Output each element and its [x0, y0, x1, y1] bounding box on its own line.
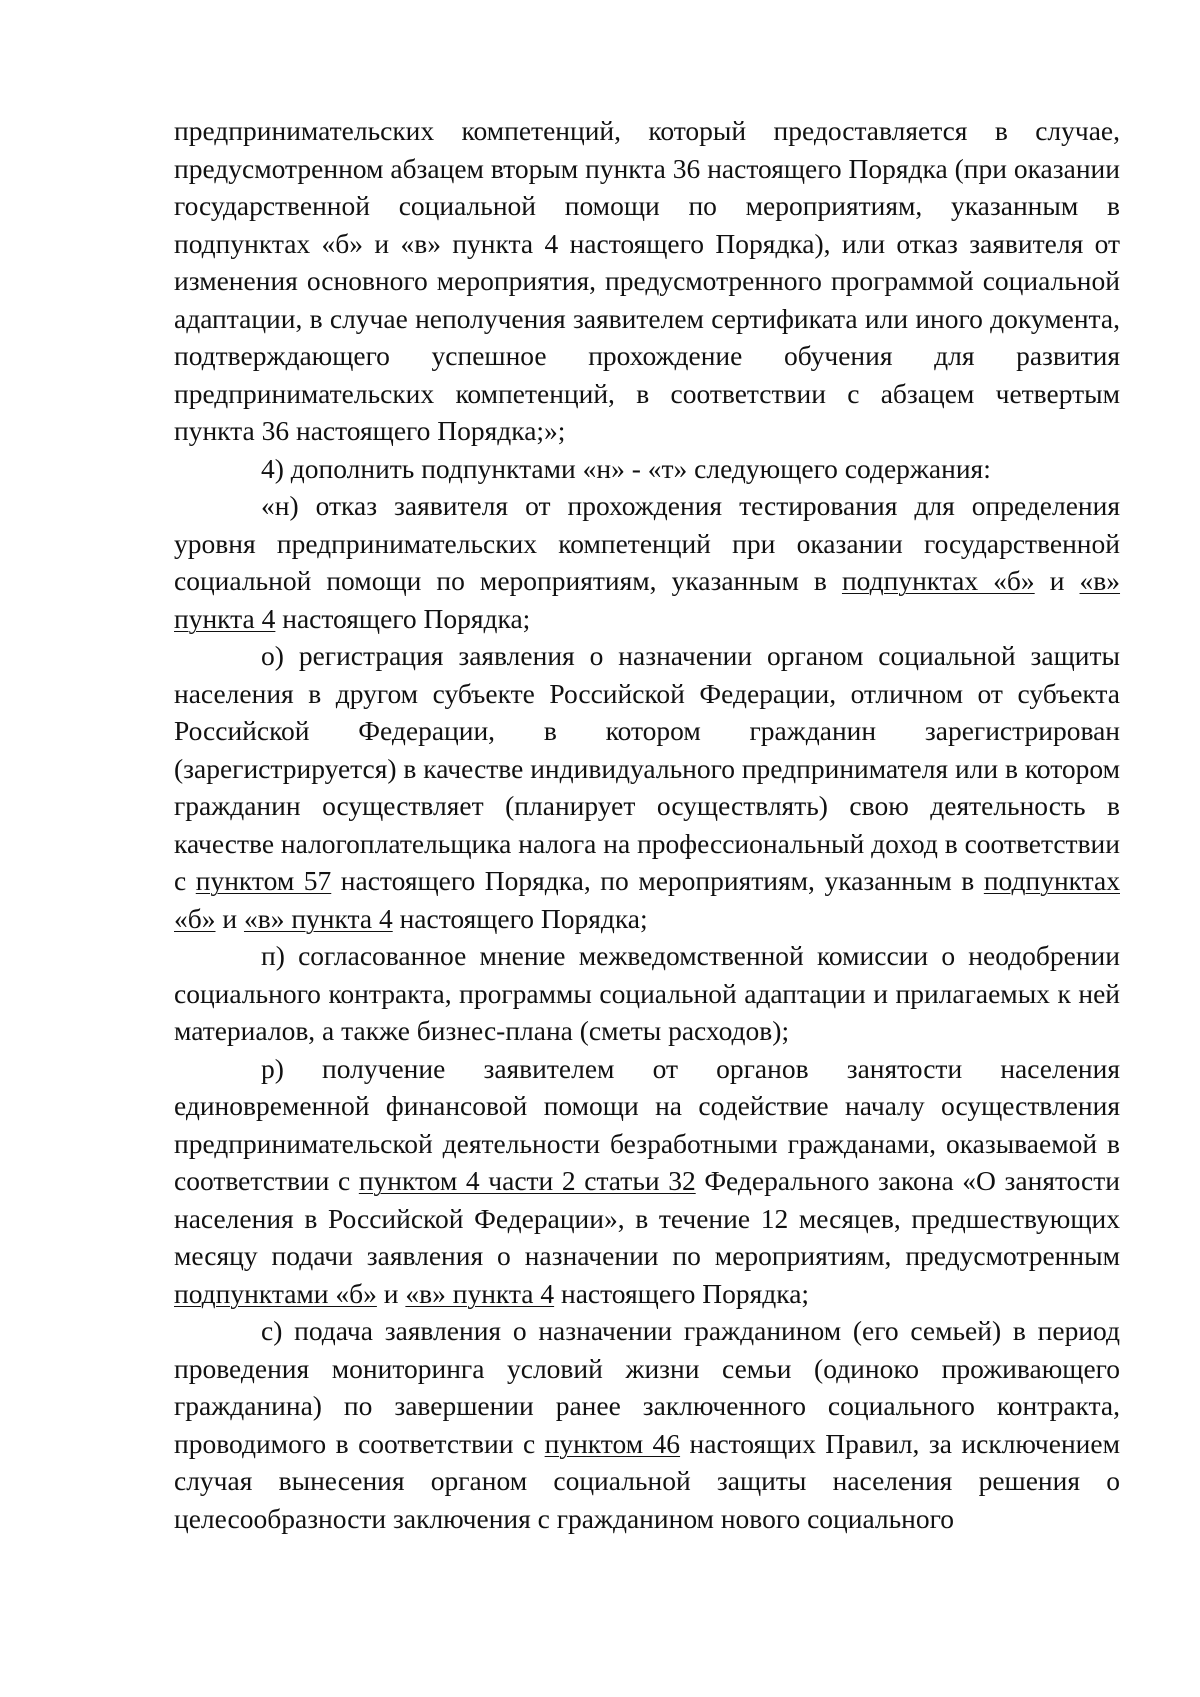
reference-link[interactable]: пунктом 4 части 2 статьи 32	[358, 1165, 696, 1196]
reference-link[interactable]: пунктом 57	[195, 865, 332, 896]
paragraph-text: настоящих Правил, за исключением случая вынесения органом социальной защиты населения решения о целесообразности заключения с гражданином нового социального	[174, 1427, 1120, 1534]
reference-link[interactable]: подпунктах «б»	[174, 865, 1120, 934]
paragraph-subitem-o	[174, 637, 1120, 937]
reference-link[interactable]: «в» пункта 4	[405, 1277, 555, 1309]
paragraph-text: и	[376, 1277, 406, 1309]
paragraph-text: и	[1034, 565, 1080, 596]
paragraph-text: 4) дополнить подпунктами «н» - «т» следующего содержания:	[261, 452, 991, 484]
paragraph-text: предпринимательских компетенций, который предоставляется в случае, предусмотренном абзацем вторым пункта 36 настоящего Порядка (при оказании государственной социальной помощи по мероприятиям, указанным в подпунктах «б» и «в» пункта 4 настоящего Порядка), или отказ заявителя от изменения основного мероприятия, предусмотренного программой социальной адаптации, в случае неполучения заявителем сертификата или иного документа, подтверждающего успешное прохождение обучения для развития предпринимательских компетенций, в соответствии с абзацем четвертым пункта 36 настоящего Порядка;»;	[174, 115, 1120, 446]
paragraph-subitem-p	[174, 937, 1120, 1050]
paragraph-text: Федерального закона «О занятости населения в Российской Федерации», в течение 12 месяцев, предшествующих месяцу подачи заявления о назначении по мероприятиям, предусмотренным	[174, 1165, 1120, 1271]
paragraph-subitem-r	[174, 1050, 1120, 1313]
reference-link[interactable]: подпунктах «б»	[841, 565, 1035, 596]
reference-link[interactable]: подпунктами «б»	[174, 1277, 377, 1309]
paragraph-text: и	[215, 902, 244, 934]
paragraph-text: р) получение заявителем от органов занятости населения единовременной финансовой помощи на содействие началу осуществления предпринимательской деятельности безработными гражданами, оказываемой в соответствии с	[174, 1052, 1120, 1196]
paragraph-text: настоящего Порядка;	[554, 1277, 810, 1309]
reference-link[interactable]: «в» пункта 4	[243, 902, 393, 934]
paragraph-text: п) согласованное мнение межведомственной комиссии о неодобрении социального контракта, программы социальной адаптации и прилагаемых к ней материалов, а также бизнес-плана (сметы расходов);	[174, 940, 1120, 1046]
paragraph-text: с) подача заявления о назначении гражданином (его семьей) в период проведения мониторинга условий жизни семьи (одиноко проживающего гражданина) по завершении ранее заключенного социального контракта, проводимого в соответствии с	[174, 1315, 1120, 1459]
paragraph-continuation	[174, 112, 1120, 450]
paragraph-text: настоящего Порядка;	[275, 602, 531, 634]
paragraph-text: «н) отказ заявителя от прохождения тестирования для определения уровня предпринимательских компетенций при оказании государственной социальной помощи по мероприятиям, указанным в	[174, 490, 1120, 596]
paragraph-text: настоящего Порядка, по мероприятиям, указанным в	[331, 865, 984, 896]
paragraph-item-4	[174, 450, 1120, 488]
reference-link[interactable]: пунктом 46	[544, 1427, 681, 1459]
paragraph-subitem-s	[174, 1312, 1120, 1537]
document-page	[174, 112, 1120, 1537]
reference-link[interactable]: «в» пункта 4	[174, 565, 1121, 634]
paragraph-text: о) регистрация заявления о назначении органом социальной защиты населения в другом субъекте Российской Федерации, отличном от субъекта Российской Федерации, в котором гражданин зарегистрирован (зарегистрируется) в качестве индивидуального предпринимателя или в котором гражданин осуществляет (планирует осуществлять) свою деятельность в качестве налогоплательщика налога на профессиональный доход в соответствии с	[174, 640, 1120, 896]
paragraph-subitem-n	[174, 487, 1120, 637]
paragraph-text: настоящего Порядка;	[392, 902, 648, 934]
